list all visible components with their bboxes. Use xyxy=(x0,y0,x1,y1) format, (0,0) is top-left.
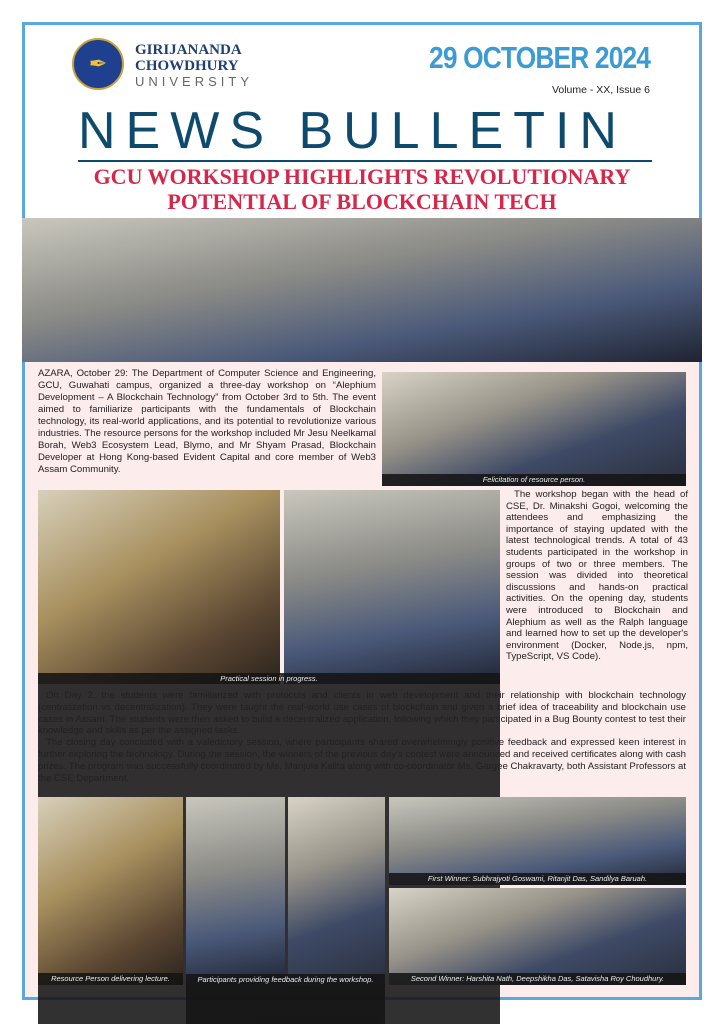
headline-line1: GCU WORKSHOP HIGHLIGHTS REVOLUTIONARY xyxy=(93,164,631,189)
felicitation-photo xyxy=(382,372,686,486)
day2-paragraph: On Day 2, the students were familiarized with protocols and clients in web development and their relationship with blockchain technology (centralization vs decentralization). They were taught the real-world use cases of blockchain and given a brief idea of traceability and blockchain use cases in Assam. The students were then asked to build a decentralized application, following which they participated in a Bug Bounty contest to test their knowledge and skills as per the assigned tasks. xyxy=(38,690,686,737)
masthead-title: NEWS BULLETIN xyxy=(78,102,627,160)
headline-line2: POTENTIAL OF BLOCKCHAIN TECH xyxy=(167,189,557,214)
article-day2-3 xyxy=(38,690,686,784)
feedback-photo-2 xyxy=(288,797,385,985)
university-line2: CHOWDHURY xyxy=(135,58,239,74)
university-line1: GIRIJANANDA xyxy=(135,42,242,58)
practical-photo-2 xyxy=(284,490,500,684)
article-day1 xyxy=(506,489,688,663)
practical-photo-1 xyxy=(38,490,280,684)
day1-paragraph: The workshop began with the head of CSE, Dr. Minakshi Gogoi, welcoming the attendees and emphasizing the importance of staying updated with the latest technological trends. A total of 43 students participated in the workshop in groups of two or three members. The session was divided into theoretical discussions and hands-on practical activities. On the opening day, students were introduced to Blockchain and Alephium as well as the Ralph language and learned how to set up the developer's environment (Docker, Node.js, npm, TypeScript, VS Code). xyxy=(506,489,688,663)
volume-issue: Volume - XX, Issue 6 xyxy=(551,84,650,96)
first-winner-caption: First Winner: Subhrajyoti Goswami, Ritanjit Das, Sandilya Baruah. xyxy=(389,873,686,885)
masthead-rule xyxy=(78,160,652,162)
felicitation-caption: Felicitation of resource person. xyxy=(382,474,686,486)
lecture-caption: Resource Person delivering lecture. xyxy=(38,973,183,985)
practical-caption: Practical session in progress. xyxy=(38,673,500,1024)
university-line3: UNIVERSITY xyxy=(135,74,254,89)
group-photo xyxy=(22,218,702,362)
second-winner-caption: Second Winner: Harshita Nath, Deepshikha Das, Satavisha Roy Choudhury. xyxy=(389,973,686,985)
feedback-photo-1 xyxy=(186,797,285,985)
second-winner-photo xyxy=(389,888,686,985)
pen-nib-seal-icon: ✒ xyxy=(72,38,124,90)
university-name xyxy=(135,42,253,90)
feedback-caption: Participants providing feedback during the workshop. xyxy=(186,974,385,1024)
article-intro: AZARA, October 29: The Department of Computer Science and Engineering, GCU, Guwahati campus, organized a three-day workshop on “Alephium Development – A Blockchain Technology” from October 3rd to 5th. The event aimed to familiarize participants with the fundamentals of Blockchain technology, its real-world applications, and its potential to revolutionize various industries. The resource persons for the workshop included Mr Jesu Neelkamal Borah, Web3 Ecosystem Lead, Blymo, and Mr Shyam Prasad, Blockchain Developer at Hong Kong-based Evident Capital and core member of Web3 Assam Community. xyxy=(38,368,376,475)
lecture-photo xyxy=(38,797,183,985)
issue-date: 29 OCTOBER 2024 xyxy=(428,40,650,75)
day3-paragraph: The closing day concluded with a valedictory session, where participants shared overwhelmingly positive feedback and expressed keen interest in further exploring the technology. During the session, the winners of the previous day’s contest were announced and received certificates along with cash prizes. The program was successfully coordinated by Ms. Manjula Kalita along with co-coordinator Ms. Gargee Chakravarty, both Assistant Professors at the CSE Department. xyxy=(38,737,686,784)
first-winner-photo xyxy=(389,797,686,885)
headline xyxy=(30,164,694,214)
